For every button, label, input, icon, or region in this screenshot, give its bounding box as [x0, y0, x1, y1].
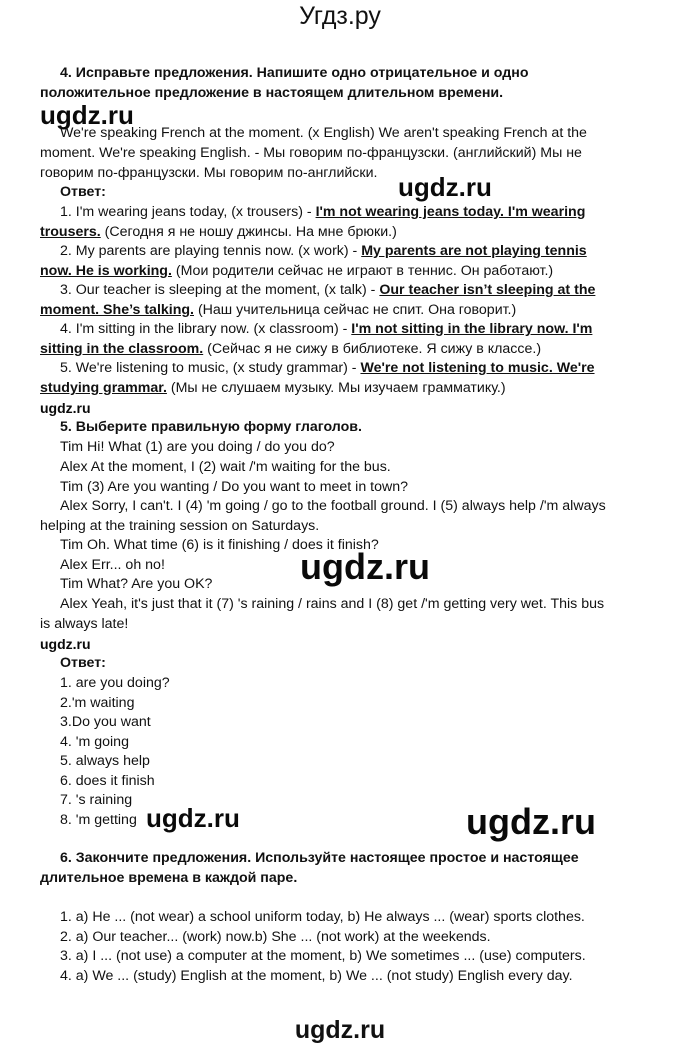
ex6-heading-line2: длительное времена в каждой паре. — [40, 870, 298, 886]
watermark: ugdz.ru — [466, 801, 596, 842]
ex5-heading: 5. Выберите правильную форму глаголов. — [60, 419, 362, 435]
ex4-item-1: 1. I'm wearing jeans today, (x trousers) - I'm not wearing jeans today. I'm wearing — [60, 204, 586, 220]
ex6-heading-line1: 6. Закончите предложения. Используйте настоящее простое и настоящее — [60, 850, 579, 866]
ex4-item-2: 2. My parents are playing tennis now. (x work) - My parents are not playing tennis — [60, 243, 587, 259]
ex5-answer: 2.'m waiting — [60, 695, 135, 711]
ex4-item-4: 4. I'm sitting in the library now. (x classroom) - I'm not sitting in the library now. I'm — [60, 321, 593, 337]
ex5-dialog-line: Tim What? Are you OK? — [60, 576, 213, 592]
ex5-answer: 6. does it finish — [60, 773, 155, 789]
ex5-dialog-line: Tim (3) Are you wanting / Do you want to meet in town? — [60, 479, 409, 495]
ex5-dialog-line: helping at the training session on Saturdays. — [40, 518, 320, 534]
ex5-answer: 5. always help — [60, 753, 150, 769]
ex5-dialog-line: Tim Oh. What time (6) is it finishing / does it finish? — [60, 537, 379, 553]
ex5-answer-label: Ответ: — [60, 655, 106, 671]
ex5-answer: 4. 'm going — [60, 734, 129, 750]
ex4-heading-line2: положительное предложение в настоящем длительном времени. — [40, 85, 504, 101]
ex4-example-line3: говорим по-французски. Мы говорим по-английски. — [40, 165, 378, 181]
ex5-dialog-line: Alex Yeah, it's just that it (7) 's raining / rains and I (8) get /'m getting very wet. This bus — [60, 596, 605, 612]
ex6-item: 1. a) He ... (not wear) a school uniform today, b) He always ... (wear) sports clothes. — [60, 909, 585, 925]
ex5-answer: 3.Do you want — [60, 714, 151, 730]
ex5-dialog-line: Alex At the moment, I (2) wait /'m waiting for the bus. — [60, 459, 391, 475]
footer-watermark: ugdz.ru — [294, 1016, 386, 1044]
ex4-item-1-cont: trousers. (Сегодня я не ношу джинсы. На мне брюки.) — [40, 224, 397, 240]
ex4-item-5-cont: studying grammar. (Мы не слушаем музыку. Мы изучаем грамматику.) — [40, 380, 506, 396]
ex5-answer: 1. are you doing? — [60, 675, 170, 691]
ex5-dialog-line: is always late! — [40, 616, 129, 632]
ex4-item-4-cont: sitting in the classroom. (Сейчас я не сижу в библиотеке. Я сижу в классе.) — [40, 341, 542, 357]
ex4-item-3: 3. Our teacher is sleeping at the moment, (x talk) - Our teacher isn’t sleeping at the — [60, 282, 596, 298]
watermark: ugdz.ru — [40, 636, 91, 652]
ex4-item-2-cont: now. He is working. (Мои родители сейчас не играют в теннис. Он работают.) — [40, 263, 554, 279]
ex6-item: 4. a) We ... (study) English at the moment, b) We ... (not study) English every day. — [60, 968, 573, 984]
ex5-dialog-line: Alex Sorry, I can't. I (4) 'm going / go to the football ground. I (5) always help /'m always — [60, 498, 606, 514]
watermark: ugdz.ru — [40, 100, 134, 130]
ex5-answer: 7. 's raining — [60, 792, 133, 808]
ex5-dialog-line: Alex Err... oh no! — [60, 557, 165, 573]
watermark: ugdz.ru — [398, 172, 492, 202]
ex6-item: 3. a) I ... (not use) a computer at the moment, b) We sometimes ... (use) computers. — [60, 948, 586, 964]
watermark: ugdz.ru — [300, 546, 430, 587]
ex4-heading-line1: 4. Исправьте предложения. Напишите одно отрицательное и одно — [60, 65, 529, 81]
site-title: Угдз.ру — [299, 2, 381, 30]
ex5-dialog-line: Tim Hi! What (1) are you doing / do you do? — [60, 439, 335, 455]
ex4-answer-label: Ответ: — [60, 184, 106, 200]
ex6-item: 2. a) Our teacher... (work) now.b) She ... (not work) at the weekends. — [60, 929, 491, 945]
ex4-item-5: 5. We're listening to music, (x study grammar) - We're not listening to music. We're — [60, 360, 595, 376]
ex4-item-3-cont: moment. She’s talking. (Наш учительница сейчас не спит. Она говорит.) — [40, 302, 517, 318]
ex4-example-line1: We're speaking French at the moment. (x English) We aren't speaking French at the — [60, 125, 587, 141]
watermark: ugdz.ru — [146, 803, 240, 833]
ex4-example-line2: moment. We're speaking English. - Мы говорим по-французски. (английский) Мы не — [40, 145, 582, 161]
watermark: ugdz.ru — [40, 400, 91, 416]
ex5-answer: 8. 'm getting — [60, 812, 137, 828]
